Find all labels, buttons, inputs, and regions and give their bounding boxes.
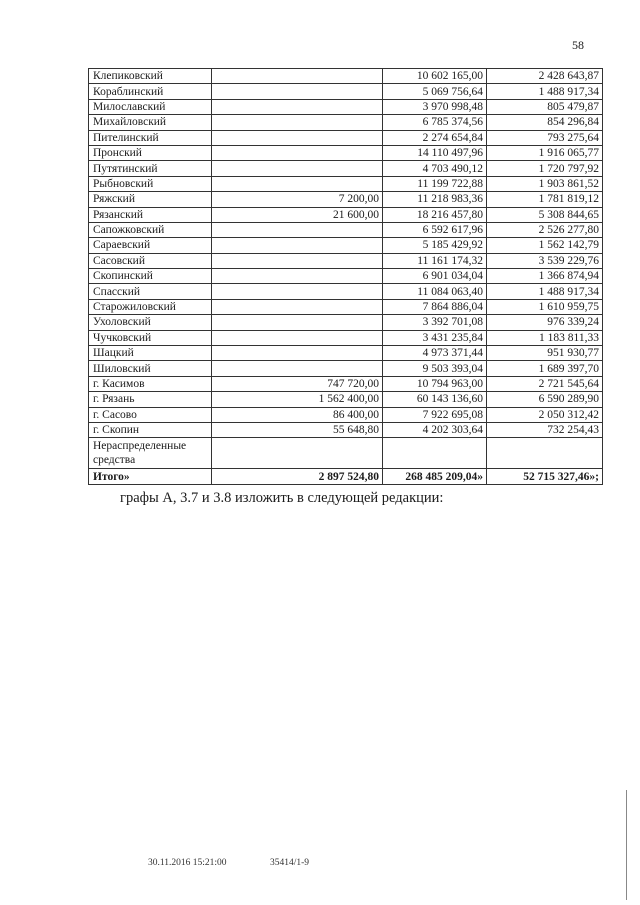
table-row bbox=[89, 315, 603, 330]
value-col2-cell: 11 199 722,88 bbox=[383, 176, 487, 191]
value-col1-cell bbox=[212, 84, 383, 99]
value-col1-cell bbox=[212, 284, 383, 299]
value-col1-cell: 747 720,00 bbox=[212, 376, 383, 391]
district-name-cell: Сасовский bbox=[89, 253, 212, 268]
value-col3-cell: 2 428 643,87 bbox=[487, 69, 603, 84]
value-col1-cell: 2 897 524,80 bbox=[212, 469, 383, 484]
footer-timestamp: 30.11.2016 15:21:00 bbox=[148, 858, 227, 868]
budget-table bbox=[88, 68, 603, 485]
value-col2-cell: 10 602 165,00 bbox=[383, 69, 487, 84]
value-col2-cell: 11 161 174,32 bbox=[383, 253, 487, 268]
value-col3-cell: 1 720 797,92 bbox=[487, 161, 603, 176]
value-col3-cell: 805 479,87 bbox=[487, 99, 603, 114]
value-col1-cell bbox=[212, 176, 383, 191]
table-row bbox=[89, 130, 603, 145]
district-name-cell: Скопинский bbox=[89, 269, 212, 284]
table-row bbox=[89, 299, 603, 314]
value-col3-cell bbox=[487, 438, 603, 469]
value-col2-cell: 18 216 457,80 bbox=[383, 207, 487, 222]
value-col1-cell bbox=[212, 330, 383, 345]
value-col1-cell bbox=[212, 253, 383, 268]
value-col1-cell bbox=[212, 361, 383, 376]
table-row bbox=[89, 346, 603, 361]
table-row bbox=[89, 330, 603, 345]
table-row bbox=[89, 69, 603, 84]
district-name-cell: Путятинский bbox=[89, 161, 212, 176]
value-col2-cell: 2 274 654,84 bbox=[383, 130, 487, 145]
district-name-cell: Пронский bbox=[89, 145, 212, 160]
district-name-cell: Рыбновский bbox=[89, 176, 212, 191]
value-col2-cell: 268 485 209,04» bbox=[383, 469, 487, 484]
value-col3-cell: 2 050 312,42 bbox=[487, 407, 603, 422]
district-name-cell: г. Рязань bbox=[89, 392, 212, 407]
district-name-cell: Итого» bbox=[89, 469, 212, 484]
district-name-cell: Михайловский bbox=[89, 115, 212, 130]
value-col3-cell: 854 296,84 bbox=[487, 115, 603, 130]
value-col3-cell: 5 308 844,65 bbox=[487, 207, 603, 222]
value-col3-cell: 732 254,43 bbox=[487, 422, 603, 437]
table-row bbox=[89, 176, 603, 191]
value-col1-cell: 55 648,80 bbox=[212, 422, 383, 437]
budget-table-body bbox=[89, 69, 603, 485]
table-row bbox=[89, 422, 603, 437]
table-row bbox=[89, 284, 603, 299]
value-col2-cell: 4 202 303,64 bbox=[383, 422, 487, 437]
unallocated-row bbox=[89, 438, 603, 469]
district-name-cell: Кораблинский bbox=[89, 84, 212, 99]
value-col2-cell: 9 503 393,04 bbox=[383, 361, 487, 376]
district-name-cell: Пителинский bbox=[89, 130, 212, 145]
table-row bbox=[89, 269, 603, 284]
value-col3-cell: 6 590 289,90 bbox=[487, 392, 603, 407]
value-col1-cell: 21 600,00 bbox=[212, 207, 383, 222]
district-name-cell: Ухоловский bbox=[89, 315, 212, 330]
district-name-cell: г. Скопин bbox=[89, 422, 212, 437]
table-row bbox=[89, 361, 603, 376]
value-col2-cell: 7 922 695,08 bbox=[383, 407, 487, 422]
value-col2-cell bbox=[383, 438, 487, 469]
value-col2-cell: 5 069 756,64 bbox=[383, 84, 487, 99]
table-row bbox=[89, 392, 603, 407]
value-col2-cell: 11 084 063,40 bbox=[383, 284, 487, 299]
district-name-cell: Старожиловский bbox=[89, 299, 212, 314]
value-col3-cell: 976 339,24 bbox=[487, 315, 603, 330]
total-row bbox=[89, 469, 603, 484]
table-row bbox=[89, 238, 603, 253]
district-name-cell: Сараевский bbox=[89, 238, 212, 253]
value-col3-cell: 2 526 277,80 bbox=[487, 222, 603, 237]
district-name-cell: Рязанский bbox=[89, 207, 212, 222]
table-row bbox=[89, 222, 603, 237]
table-row bbox=[89, 253, 603, 268]
value-col3-cell: 3 539 229,76 bbox=[487, 253, 603, 268]
value-col1-cell bbox=[212, 115, 383, 130]
value-col3-cell: 1 610 959,75 bbox=[487, 299, 603, 314]
district-name-cell: Чучковский bbox=[89, 330, 212, 345]
value-col1-cell bbox=[212, 438, 383, 469]
page-number: 58 bbox=[572, 38, 584, 52]
value-col3-cell: 1 916 065,77 bbox=[487, 145, 603, 160]
district-name-cell: Спасский bbox=[89, 284, 212, 299]
value-col3-cell: 1 366 874,94 bbox=[487, 269, 603, 284]
table-row bbox=[89, 99, 603, 114]
value-col1-cell bbox=[212, 161, 383, 176]
district-name-cell: Сапожковский bbox=[89, 222, 212, 237]
table-row bbox=[89, 192, 603, 207]
value-col1-cell bbox=[212, 222, 383, 237]
district-name-cell: Милославский bbox=[89, 99, 212, 114]
table-row bbox=[89, 145, 603, 160]
value-col2-cell: 3 392 701,08 bbox=[383, 315, 487, 330]
value-col1-cell bbox=[212, 315, 383, 330]
value-col3-cell: 951 930,77 bbox=[487, 346, 603, 361]
district-name-cell: г. Сасово bbox=[89, 407, 212, 422]
value-col2-cell: 6 592 617,96 bbox=[383, 222, 487, 237]
value-col3-cell: 793 275,64 bbox=[487, 130, 603, 145]
value-col3-cell: 1 488 917,34 bbox=[487, 84, 603, 99]
value-col2-cell: 11 218 983,36 bbox=[383, 192, 487, 207]
district-name-cell: Нераспределенные средства bbox=[89, 438, 212, 469]
value-col3-cell: 2 721 545,64 bbox=[487, 376, 603, 391]
value-col3-cell: 1 183 811,33 bbox=[487, 330, 603, 345]
value-col3-cell: 1 562 142,79 bbox=[487, 238, 603, 253]
value-col2-cell: 4 703 490,12 bbox=[383, 161, 487, 176]
value-col2-cell: 14 110 497,96 bbox=[383, 145, 487, 160]
district-name-cell: Ряжский bbox=[89, 192, 212, 207]
value-col2-cell: 10 794 963,00 bbox=[383, 376, 487, 391]
value-col2-cell: 6 785 374,56 bbox=[383, 115, 487, 130]
value-col1-cell bbox=[212, 299, 383, 314]
table-row bbox=[89, 207, 603, 222]
value-col1-cell bbox=[212, 130, 383, 145]
footer-doc-id: 35414/1-9 bbox=[270, 858, 310, 868]
value-col1-cell: 1 562 400,00 bbox=[212, 392, 383, 407]
value-col2-cell: 4 973 371,44 bbox=[383, 346, 487, 361]
district-name-cell: Клепиковский bbox=[89, 69, 212, 84]
value-col1-cell: 7 200,00 bbox=[212, 192, 383, 207]
value-col2-cell: 60 143 136,60 bbox=[383, 392, 487, 407]
table-row bbox=[89, 161, 603, 176]
value-col1-cell bbox=[212, 99, 383, 114]
value-col3-cell: 52 715 327,46»; bbox=[487, 469, 603, 484]
value-col2-cell: 3 970 998,48 bbox=[383, 99, 487, 114]
value-col3-cell: 1 781 819,12 bbox=[487, 192, 603, 207]
table-row bbox=[89, 84, 603, 99]
value-col3-cell: 1 903 861,52 bbox=[487, 176, 603, 191]
value-col3-cell: 1 488 917,34 bbox=[487, 284, 603, 299]
table-row bbox=[89, 376, 603, 391]
value-col3-cell: 1 689 397,70 bbox=[487, 361, 603, 376]
district-name-cell: Шацкий bbox=[89, 346, 212, 361]
value-col1-cell bbox=[212, 69, 383, 84]
value-col2-cell: 3 431 235,84 bbox=[383, 330, 487, 345]
amendment-text: графы А, 3.7 и 3.8 изложить в следующей редакции: bbox=[120, 490, 444, 506]
scan-margin-line bbox=[626, 790, 627, 900]
value-col2-cell: 5 185 429,92 bbox=[383, 238, 487, 253]
value-col1-cell bbox=[212, 145, 383, 160]
value-col2-cell: 6 901 034,04 bbox=[383, 269, 487, 284]
value-col1-cell bbox=[212, 346, 383, 361]
value-col1-cell bbox=[212, 269, 383, 284]
district-name-cell: Шиловский bbox=[89, 361, 212, 376]
value-col1-cell: 86 400,00 bbox=[212, 407, 383, 422]
table-row bbox=[89, 407, 603, 422]
value-col1-cell bbox=[212, 238, 383, 253]
table-row bbox=[89, 115, 603, 130]
district-name-cell: г. Касимов bbox=[89, 376, 212, 391]
value-col2-cell: 7 864 886,04 bbox=[383, 299, 487, 314]
